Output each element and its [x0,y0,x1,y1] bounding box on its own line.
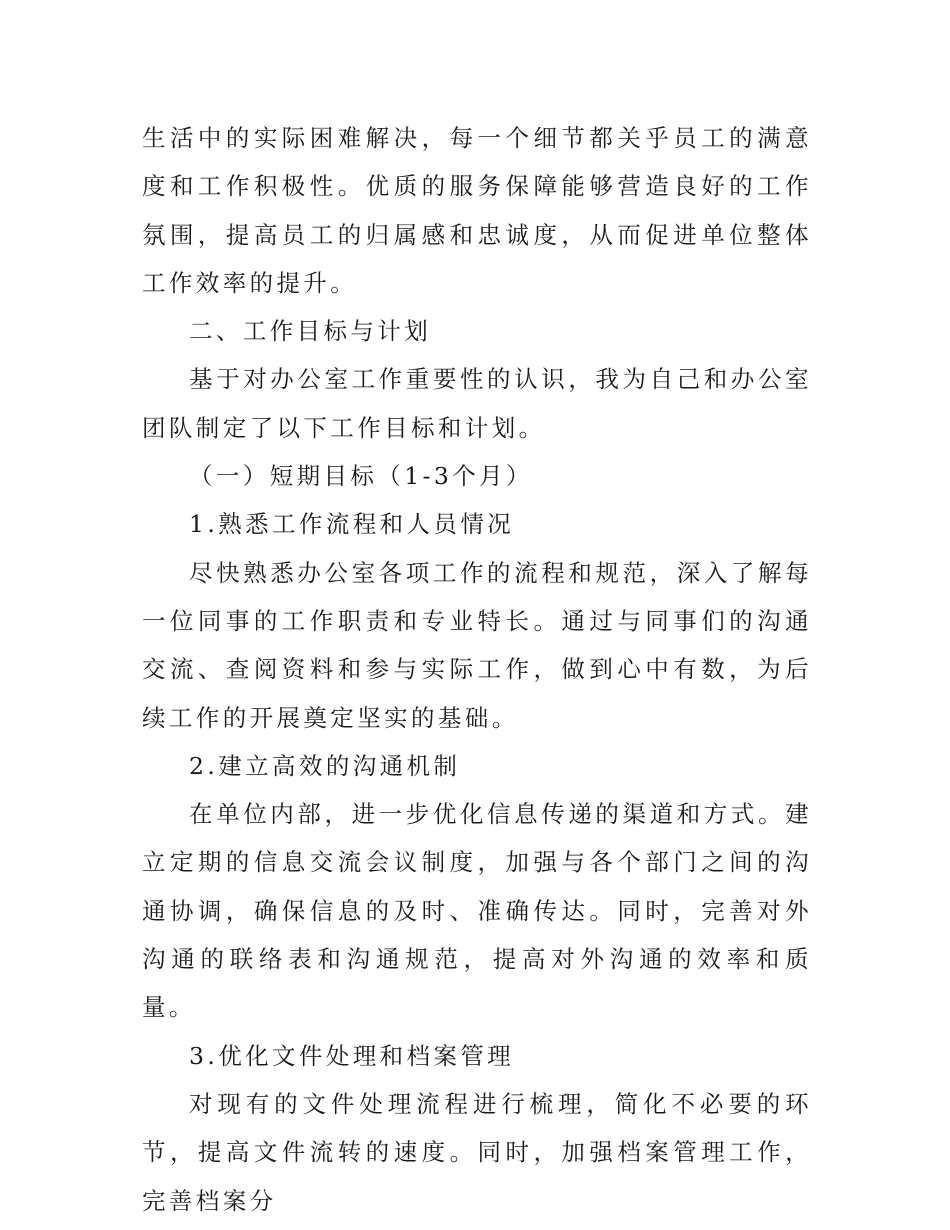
paragraph-item-3: 对现有的文件处理流程进行梳理，简化不必要的环节，提高文件流转的速度。同时，加强档案管理工作，完善档案分 [142,1089,812,1215]
paragraph-continuation: 生活中的实际困难解决，每一个细节都关乎员工的满意度和工作积极性。优质的服务保障能够营造良好的工作氛围，提高员工的归属感和忠诚度，从而促进单位整体工作效率的提升。 [142,124,812,297]
item-heading-3: 3.优化文件处理和档案管理 [189,1041,515,1070]
paragraph-item-1: 尽快熟悉办公室各项工作的流程和规范，深入了解每一位同事的工作职责和专业特长。通过与同事们的沟通交流、查阅资料和参与实际工作，做到心中有数，为后续工作的开展奠定坚实的基础。 [142,558,812,732]
paragraph-intro: 基于对办公室工作重要性的认识，我为自己和办公室团队制定了以下工作目标和计划。 [142,365,812,442]
paragraph-item-2: 在单位内部，进一步优化信息传递的渠道和方式。建立定期的信息交流会议制度，加强与各个部门之间的沟通协调，确保信息的及时、准确传达。同时，完善对外沟通的联络表和沟通规范，提高对外沟通的效率和质量。 [142,800,812,1022]
subsection-heading-short-term: （一）短期目标（1-3个月） [189,462,533,491]
item-heading-2: 2.建立高效的沟通机制 [189,751,461,780]
item-heading-1: 1.熟悉工作流程和人员情况 [189,510,515,539]
document-body [142,114,812,1225]
section-heading-goals-plans: 二、工作目标与计划 [189,317,432,346]
